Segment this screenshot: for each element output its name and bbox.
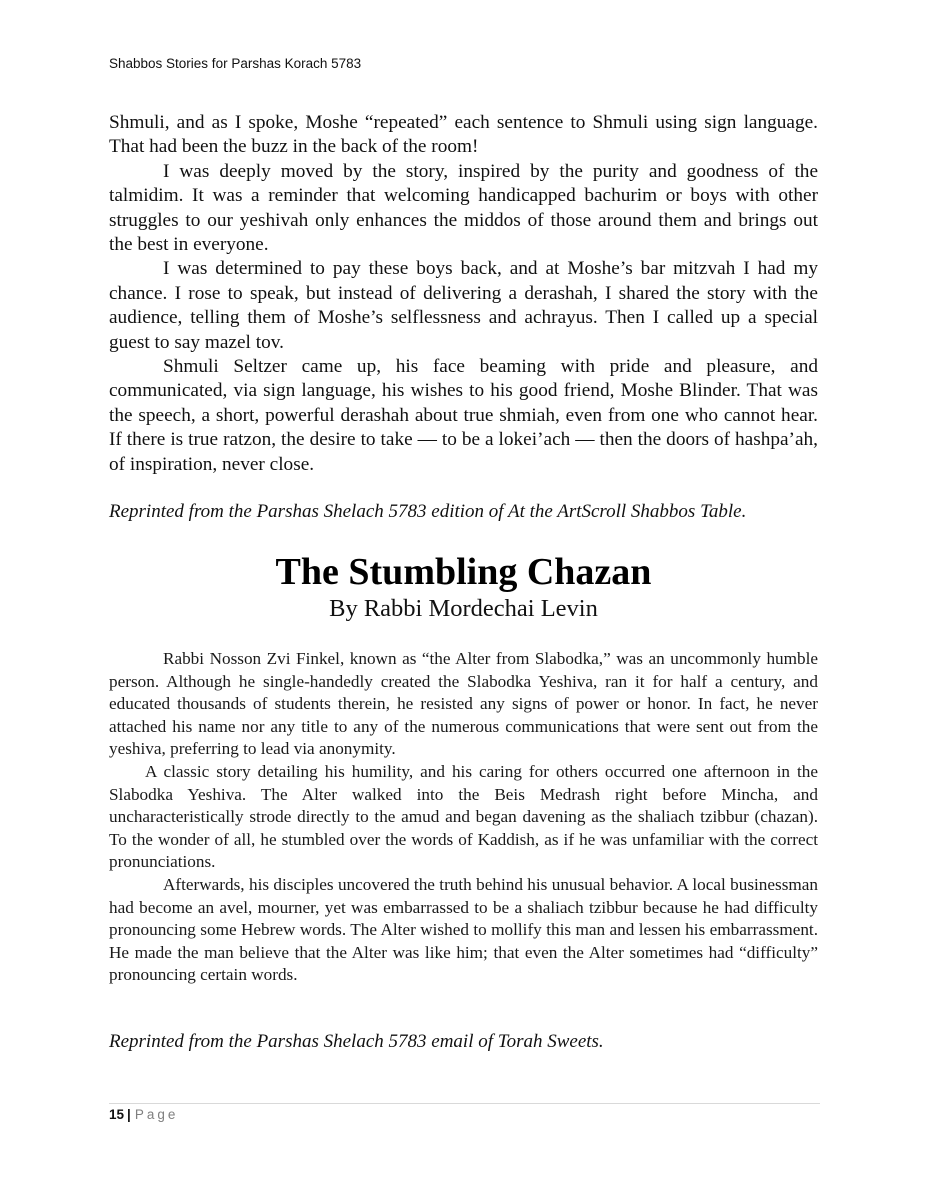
paragraph: I was determined to pay these boys back, and at Moshe’s bar mitzvah I had my chance. I rose to speak, but instead of delivering a derashah, I shared the story with the audience, telling them of Moshe’s selflessness and achrayus. Then I called up a special guest to say mazel tov. — [109, 258, 818, 353]
footer-divider — [109, 1103, 820, 1104]
story-body — [109, 648, 818, 987]
page-label: Page — [134, 1107, 179, 1122]
paragraph: Shmuli, and as I spoke, Moshe “repeated” each sentence to Shmuli using sign language. That had been the buzz in the back of the room! — [109, 112, 818, 158]
story-title: The Stumbling Chazan — [275, 551, 652, 593]
paragraph: Afterwards, his disciples uncovered the truth behind his unusual behavior. A local businessman had become an avel, mourner, yet was embarrassed to be a shaliach tzibbur because he had difficulty pronouncing some Hebrew words. The Alter wished to mollify this man and lessen his embarrassment. He made the man believe that the Alter was like him; that even the Alter sometimes had “difficulty” pronouncing certain words. — [109, 874, 818, 985]
running-header: Shabbos Stories for Parshas Korach 5783 — [109, 56, 362, 71]
paragraph: A classic story detailing his humility, and his caring for others occurred one afternoon in the Slabodka Yeshiva. The Alter walked into the Beis Medrash right before Mincha, and uncharacteristically strode directly to the amud and began davening as the shaliach tzibbur (chazan). To the wonder of all, he stumbled over the words of Kaddish, as if he was unfamiliar with the correct pronunciations. — [109, 761, 818, 872]
footer-separator: | — [127, 1107, 131, 1122]
paragraph: Rabbi Nosson Zvi Finkel, known as “the Alter from Slabodka,” was an uncommonly humble person. Although he single-handedly created the Slabodka Yeshiva, ran it for half a century, and educated thousands of students therein, he resisted any signs of power or honor. In fact, he never attached his name nor any title to any of the numerous communications that were sent out from the yeshiva, preferring to lead via anonymity. — [109, 649, 818, 759]
page-footer — [109, 1107, 178, 1122]
paragraph: I was deeply moved by the story, inspired by the purity and goodness of the talmidim. It was a reminder that welcoming handicapped bachurim or boys with other struggles to our yeshivah only enhances the middos of those around them and brings out the best in everyone. — [109, 160, 818, 256]
reprint-credit: Reprinted from the Parshas Shelach 5783 edition of At the ArtScroll Shabbos Table. — [109, 501, 747, 522]
story-continuation — [109, 111, 818, 477]
page-number: 15 — [109, 1107, 125, 1122]
story-byline: By Rabbi Mordechai Levin — [329, 595, 598, 622]
paragraph: Shmuli Seltzer came up, his face beaming with pride and pleasure, and communicated, via sign language, his wishes to his good friend, Moshe Blinder. That was the speech, a short, powerful derashah about true shmiah, even from one who cannot hear. If there is true ratzon, the desire to take — to be a lokei’ach — then the doors of hashpa’ah, of inspiration, never close. — [109, 356, 818, 475]
reprint-credit: Reprinted from the Parshas Shelach 5783 email of Torah Sweets. — [109, 1031, 604, 1052]
